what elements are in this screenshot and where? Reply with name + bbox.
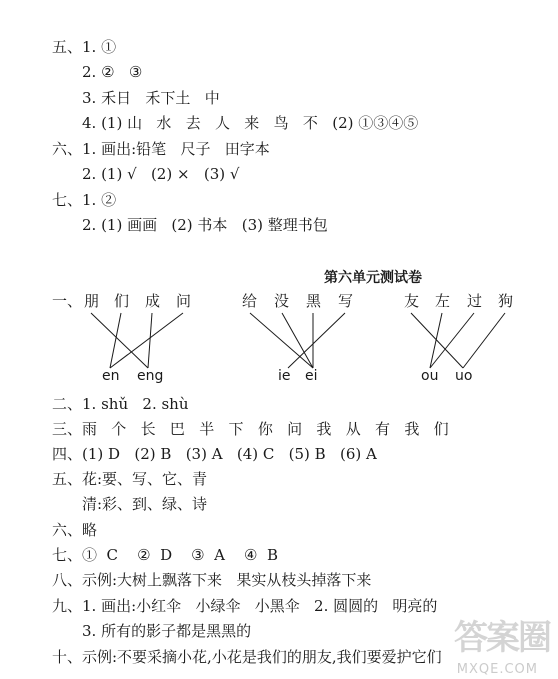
section-5-item-3: 3. 禾日 禾下土 中	[82, 89, 220, 107]
match-char: 给	[242, 292, 258, 310]
section-7-item-2: 2. (1) 画画 (2) 书本 (3) 整理书包	[82, 216, 328, 234]
match-char: 朋	[84, 292, 100, 310]
section-5-item-1: 五、1. ①	[52, 38, 117, 56]
answer-5-line-1: 五、花:要、写、它、青	[52, 470, 208, 488]
match-char: 左	[435, 292, 451, 310]
match-char: 没	[274, 292, 290, 310]
pinyin-uo: uo	[455, 368, 473, 384]
match-char: 成	[145, 292, 161, 310]
answer-10: 十、示例:不要采摘小花,小花是我们的朋友,我们要爱护它们	[52, 648, 442, 666]
answer-2: 二、1. shǔ 2. shù	[52, 395, 189, 413]
section-5-item-4: 4. (1) 山 水 去 人 来 鸟 不 (2) ①③④⑤	[82, 114, 419, 132]
match-line	[463, 313, 505, 368]
match-char: 问	[176, 292, 192, 310]
match-char: 们	[114, 292, 130, 310]
match-line	[148, 313, 152, 368]
match-line	[250, 313, 313, 368]
watermark-url: MXQE.COM	[456, 662, 538, 677]
match-char: 过	[467, 292, 483, 310]
match-line	[282, 313, 313, 368]
match-char: 狗	[498, 292, 514, 310]
answer-6: 六、略	[52, 521, 98, 539]
match-char: 写	[338, 292, 354, 310]
answer-5-line-2: 清:彩、到、绿、诗	[82, 495, 208, 513]
match-line	[288, 313, 345, 368]
section-5-item-2: 2. ② ③	[82, 63, 143, 81]
matching-label: 一、	[52, 292, 83, 310]
match-line	[110, 313, 183, 368]
unit-title: 第六单元测试卷	[324, 270, 422, 286]
pinyin-en: en	[102, 368, 120, 384]
answer-7: 七、① C ② D ③ A ④ B	[52, 546, 279, 564]
match-char: 黑	[306, 292, 322, 310]
match-char: 友	[404, 292, 420, 310]
answer-8: 八、示例:大树上飘落下来 果实从枝头掉落下来	[52, 571, 372, 589]
section-6-item-1: 六、1. 画出:铅笔 尺子 田字本	[52, 140, 270, 158]
pinyin-eng: eng	[137, 368, 164, 384]
answer-4: 四、(1) D (2) B (3) A (4) C (5) B (6) A	[52, 445, 377, 463]
pinyin-ou: ou	[421, 368, 439, 384]
section-7-item-1: 七、1. ②	[52, 191, 117, 209]
answer-9-line-2: 3. 所有的影子都是黑黑的	[82, 622, 252, 640]
watermark-logo: 答案圈	[454, 618, 550, 658]
answer-3: 三、雨 个 长 巴 半 下 你 问 我 从 有 我 们	[52, 420, 449, 438]
pinyin-ei: ei	[305, 368, 318, 384]
answer-9-line-1: 九、1. 画出:小红伞 小绿伞 小黑伞 2. 圆圆的 明亮的	[52, 597, 438, 615]
section-6-item-2: 2. (1) √ (2) × (3) √	[82, 165, 240, 183]
pinyin-ie: ie	[278, 368, 291, 384]
